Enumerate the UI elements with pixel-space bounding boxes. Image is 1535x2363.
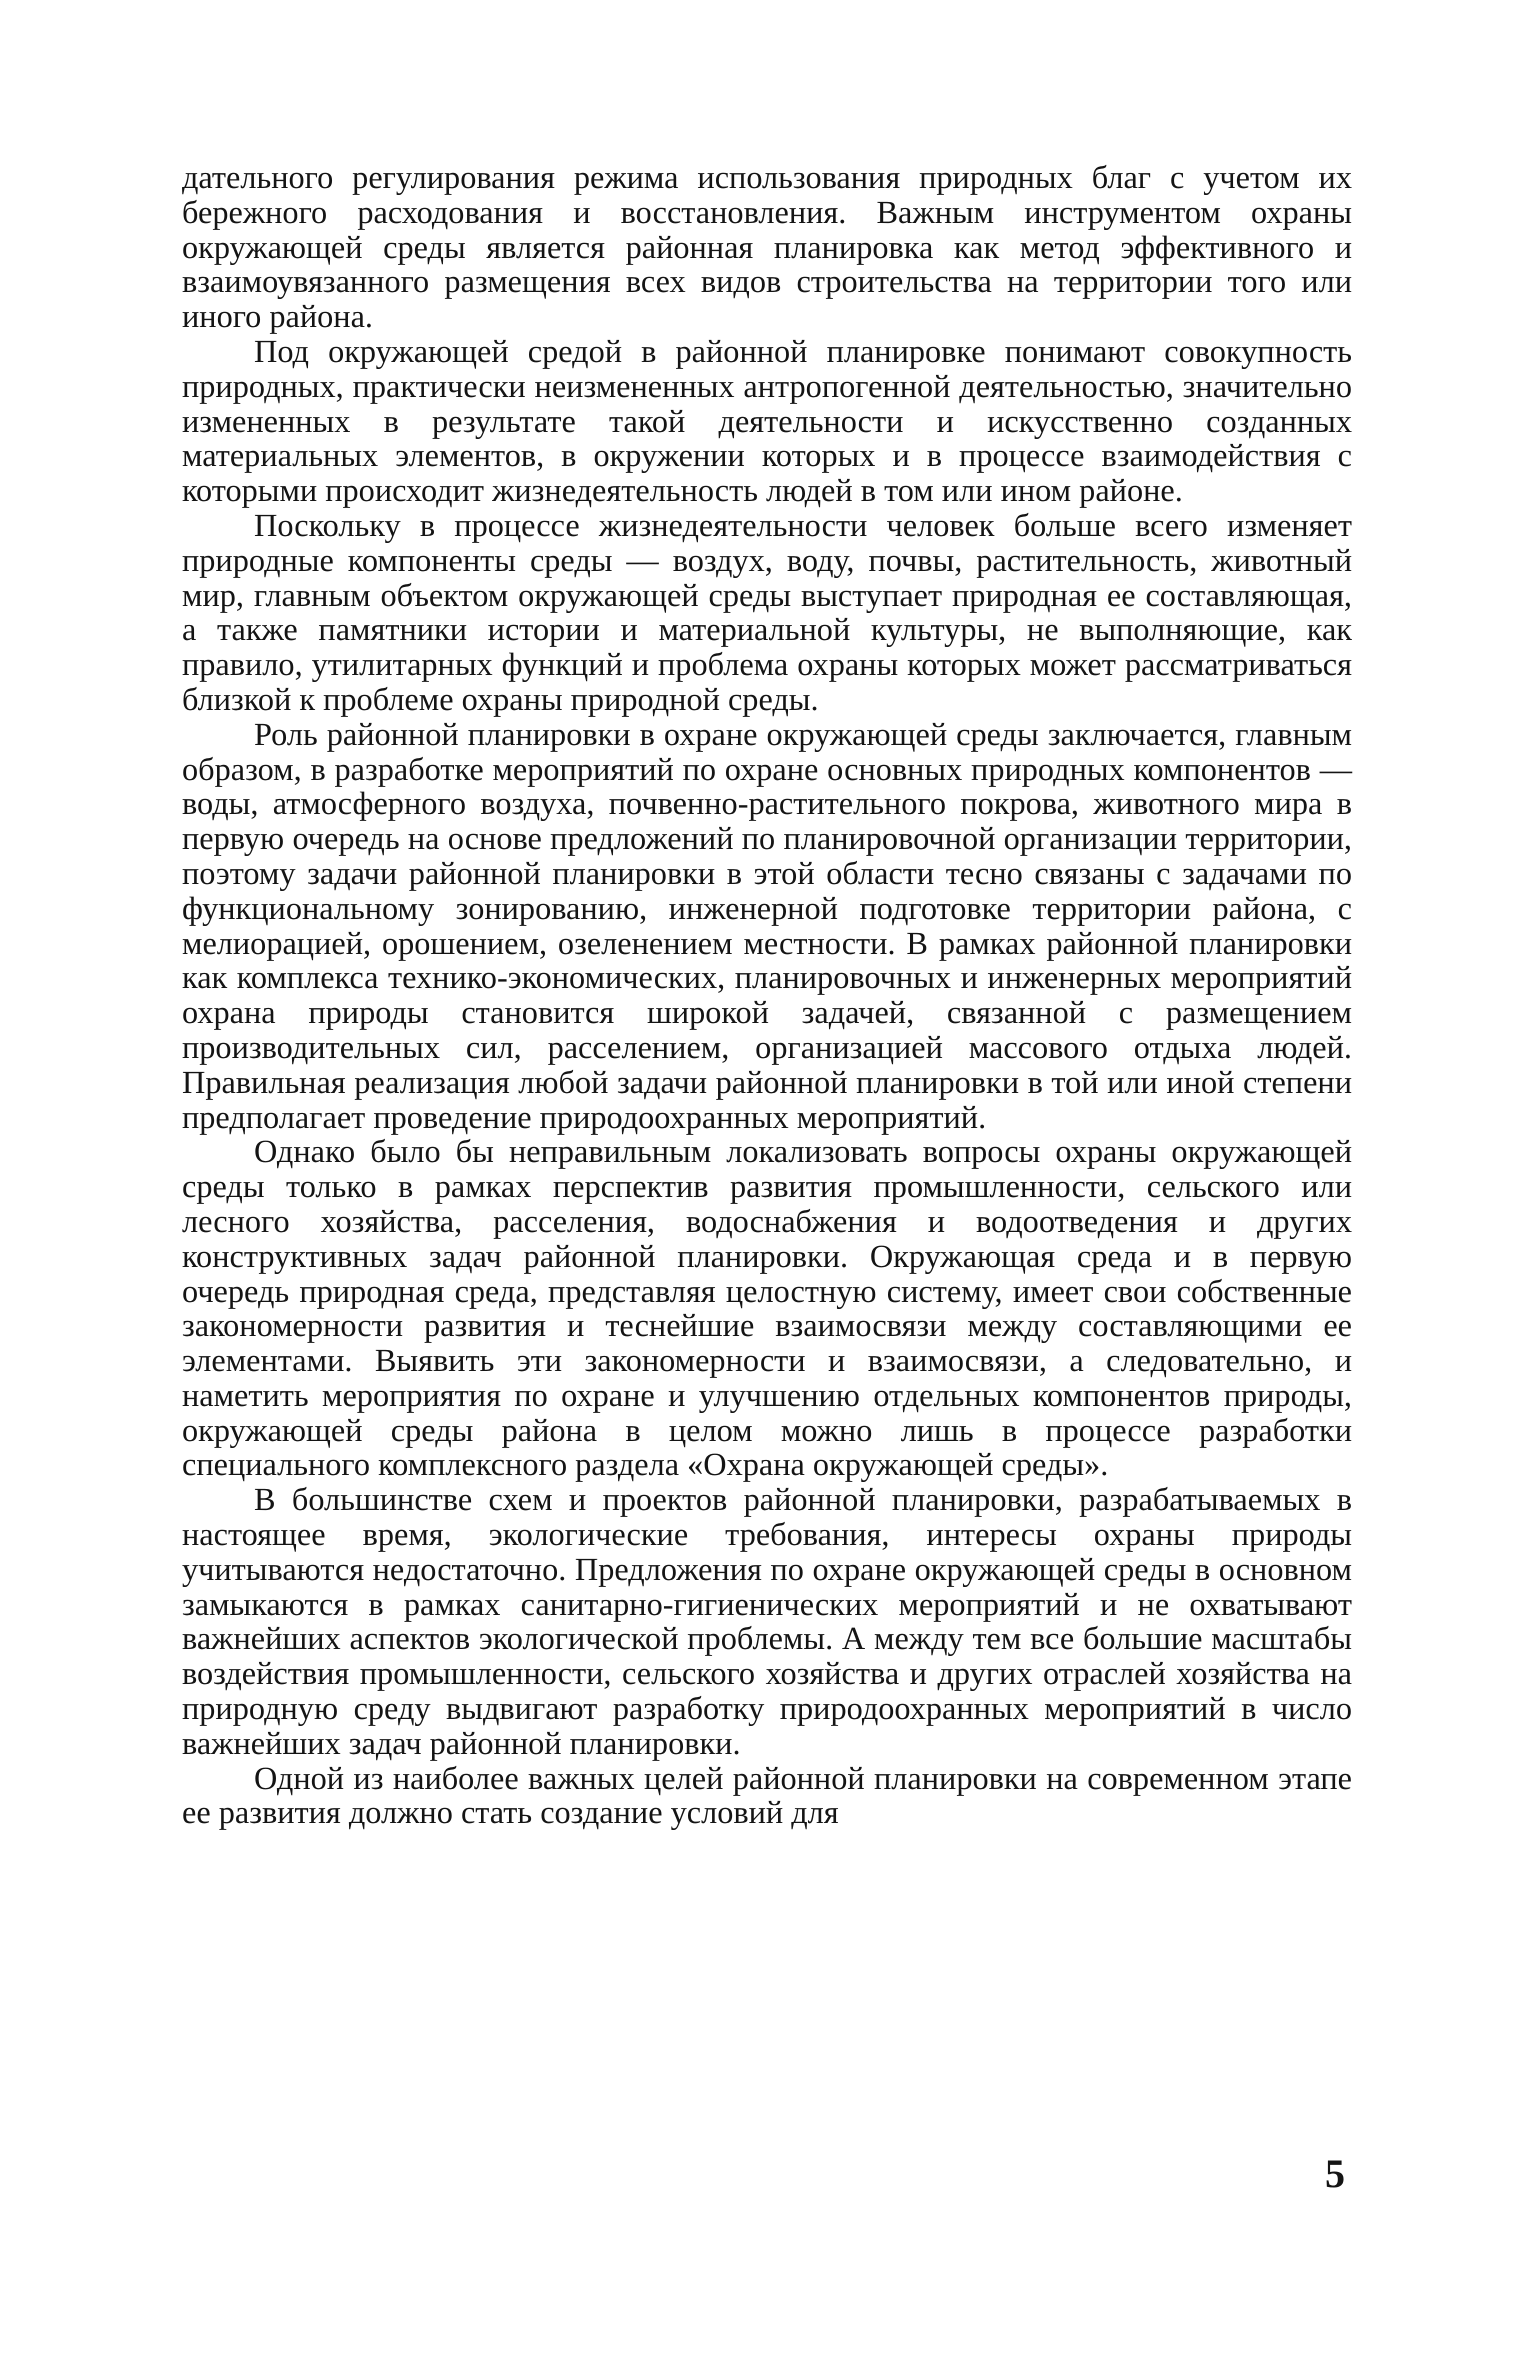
paragraph-1: дательного регулирования режима использования природных благ с учетом их бережного расходования и восстановления. Важным инструментом охраны окружающей среды является районная планировка как метод эффективного и взаимоувязанного размещения всех видов строительства на территории того или иного района. (182, 159, 1352, 335)
paragraph-6: В большинстве схем и проектов районной планировки, разрабатываемых в настоящее время, экологические требования, интересы охраны природы учитываются недостаточно. Предложения по охране окружающей среды в основном замыкаются в рамках санитарно-гигиенических мероприятий и не охватывают важнейших аспектов экологической проблемы. А между тем все большие масштабы воздействия промышленности, сельского хозяйства и других отраслей хозяйства на природную среду выдвигают разработку природоохранных мероприятий в число важнейших задач районной планировки. (182, 1481, 1352, 1761)
page-number: 5 (1325, 2151, 1345, 2196)
paragraph-5: Однако было бы неправильным локализовать вопросы охраны окружающей среды только в рамках перспектив развития промышленности, сельского или лесного хозяйства, расселения, водоснабжения и водоотведения и других конструктивных задач районной планировки. Окружающая среда и в первую очередь природная среда, представляя целостную систему, имеет свои собственные закономерности развития и теснейшие взаимосвязи между составляющими ее элементами. Выявить эти закономерности и взаимосвязи, а следовательно, и наметить мероприятия по охране и улучшению отдельных компонентов природы, окружающей среды района в целом можно лишь в процессе разработки специального комплексного раздела «Охрана окружающей среды». (182, 1133, 1352, 1483)
paragraph-2: Под окружающей средой в районной планировке понимают совокупность природных, практически неизмененных антропогенной деятельностью, значительно измененных в результате такой деятельности и искусственно созданных материальных элементов, в окружении которых и в процессе взаимодействия с которыми происходит жизнедеятельность людей в том или ином районе. (182, 332, 1352, 509)
page-body (182, 160, 1352, 1830)
paragraph-4: Роль районной планировки в охране окружающей среды заключается, главным образом, в разработке мероприятий по охране основных природных компонентов — воды, атмосферного воздуха, почвенно-растительного покрова, животного мира в первую очередь на основе предложений по планировочной организации территории, поэтому задачи районной планировки в этой области тесно связаны с задачами по функциональному зонированию, инженерной подготовке территории района, с мелиорацией, орошением, озеленением местности. В рамках районной планировки как комплекса технико-экономических, планировочных и инженерных мероприятий охрана природы становится широкой задачей, связанной с размещением производительных сил, расселением, организацией массового отдыха людей. Правильная реализация любой задачи районной планировки в той или иной степени предполагает проведение природоохранных мероприятий. (182, 715, 1352, 1135)
paragraph-3: Поскольку в процессе жизнедеятельности человек больше всего изменяет природные компоненты среды — воздух, воду, почвы, растительность, животный мир, главным объектом окружающей среды выступает природная ее составляющая, а также памятники истории и материальной культуры, не выполняющие, как правило, утилитарных функций и проблема охраны которых может рассматриваться близкой к проблеме охраны природной среды. (182, 506, 1352, 717)
paragraph-7: Одной из наиболее важных целей районной планировки на современном этапе ее развития должно стать создание условий для (182, 1759, 1352, 1831)
